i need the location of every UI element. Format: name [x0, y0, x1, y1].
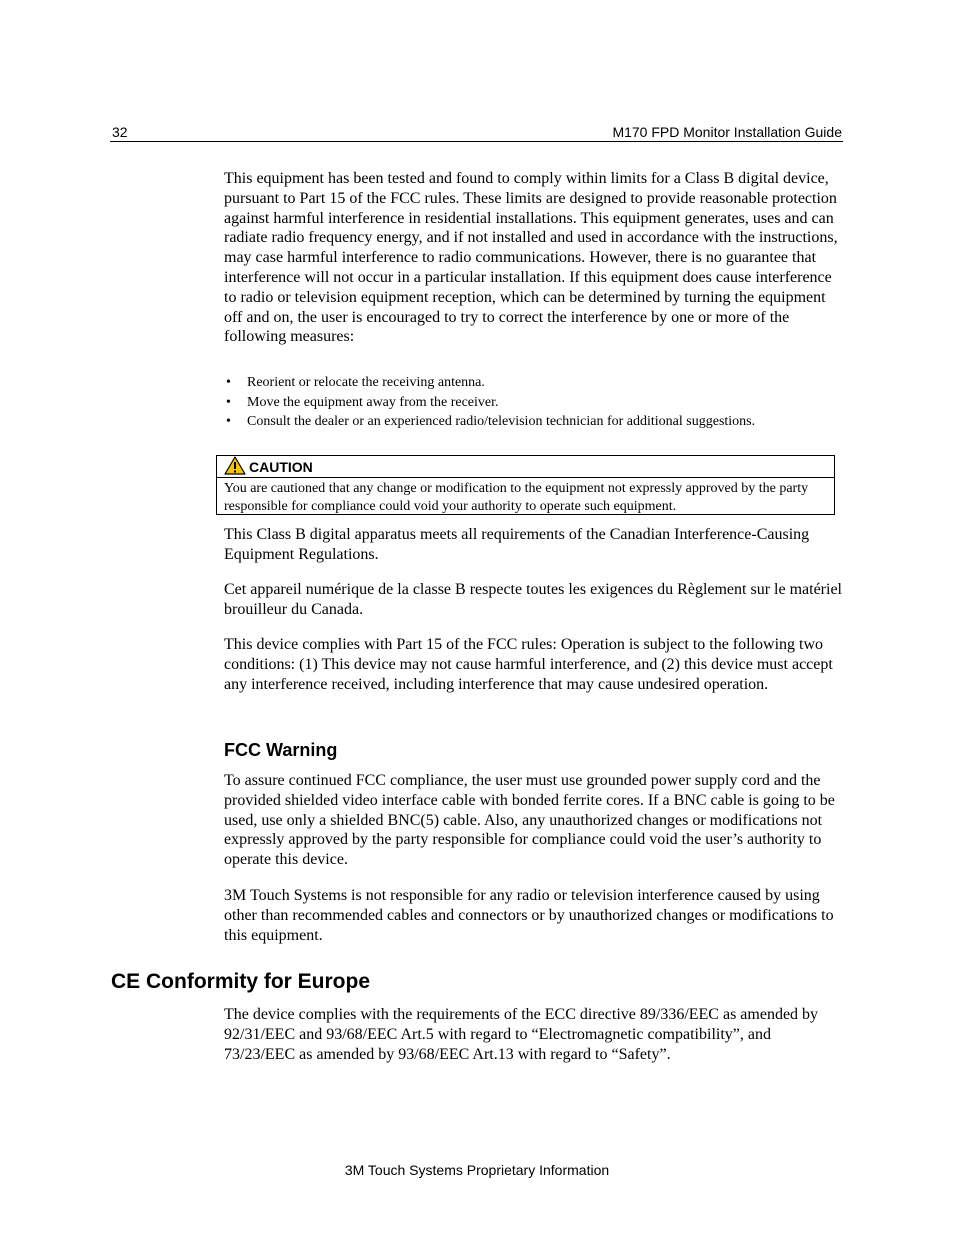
- fcc-warning-text-2: 3M Touch Systems is not responsible for any radio or television interference caused by using other than recommended cables and connectors or by unauthorized changes or modifications to this equipment.: [224, 887, 834, 944]
- page-header: [110, 123, 843, 142]
- canadian-english-paragraph: [224, 525, 844, 565]
- warning-triangle-icon: [224, 456, 246, 475]
- caution-title: CAUTION: [249, 459, 313, 475]
- fcc-warning-paragraph-2: [224, 886, 844, 945]
- fcc-intro-paragraph: [224, 169, 844, 347]
- page-number: 32: [112, 124, 128, 140]
- canadian-english-text: This Class B digital apparatus meets all requirements of the Canadian Interference-Causing Equipment Regulations.: [224, 526, 810, 563]
- fcc-intro-text: This equipment has been tested and found to comply within limits for a Class B digital device, pursuant to Part 15 of the FCC rules. These limits are designed to provide reasonable protection against harmful interference in residential installations. This equipment generates, uses and can radiate radio frequency energy, and if not installed and used in accordance with the instructions, may case harmful interference to radio communications. However, there is no guarantee that interference will not occur in a particular installation. If this equipment does cause interference to radio or television equipment reception, which can be determined by turning the equipment off and on, the user is encouraged to try to correct the interference by one or more of the following measures:: [224, 170, 838, 346]
- interference-measures-list: [224, 373, 844, 432]
- fcc-warning-heading: FCC Warning: [224, 740, 338, 760]
- list-item: [224, 412, 844, 432]
- list-item-text: Reorient or relocate the receiving antenna.: [247, 375, 485, 390]
- list-item-text: Move the equipment away from the receiver.: [247, 394, 499, 410]
- list-item: [224, 373, 844, 393]
- canadian-french-paragraph: [224, 580, 844, 620]
- bullet-glyph: •: [226, 414, 231, 429]
- caution-text: You are cautioned that any change or modification to the equipment not expressly approved by the party responsible for compliance could void your authority to operate such equipment.: [224, 481, 809, 514]
- bullet-glyph: •: [226, 394, 231, 410]
- list-item: [224, 393, 844, 413]
- caution-box: [216, 455, 835, 515]
- part15-paragraph: [224, 635, 844, 694]
- part15-text: This device complies with Part 15 of the FCC rules: Operation is subject to the following two conditions: (1) This device may not cause harmful interference, and (2) this device must accept any interference received, including interference that may cause undesired operation.: [224, 636, 833, 693]
- fcc-warning-text-1: To assure continued FCC compliance, the user must use grounded power supply cord and the provided shielded video interface cable with bonded ferrite cores. If a BNC cable is going to be used, use only a shielded BNC(5) cable. Also, any unauthorized changes or modifications not expressly approved by the party responsible for compliance could void the user’s authority to operate this device.: [224, 772, 835, 869]
- document-title: M170 FPD Monitor Installation Guide: [612, 124, 842, 140]
- ce-conformity-paragraph: [224, 1005, 844, 1064]
- bullet-glyph: •: [226, 375, 231, 390]
- ce-conformity-text: The device complies with the requirements of the ECC directive 89/336/EEC as amended by 92/31/EEC and 93/68/EEC Art.5 with regard to “Electromagnetic compatibility”, and 73/23/EEC as amended by 93/68/EEC Art.13 with regard to “Safety”.: [224, 1006, 819, 1063]
- fcc-warning-paragraph-1: [224, 771, 844, 870]
- list-item-text: Consult the dealer or an experienced radio/television technician for additional suggestions.: [247, 414, 756, 429]
- ce-conformity-heading: CE Conformity for Europe: [111, 970, 371, 993]
- page-footer: 3M Touch Systems Proprietary Information: [344, 1162, 610, 1178]
- canadian-french-text: Cet appareil numérique de la classe B respecte toutes les exigences du Règlement sur le matériel brouilleur du Canada.: [224, 581, 842, 618]
- caution-title-row: [217, 456, 834, 478]
